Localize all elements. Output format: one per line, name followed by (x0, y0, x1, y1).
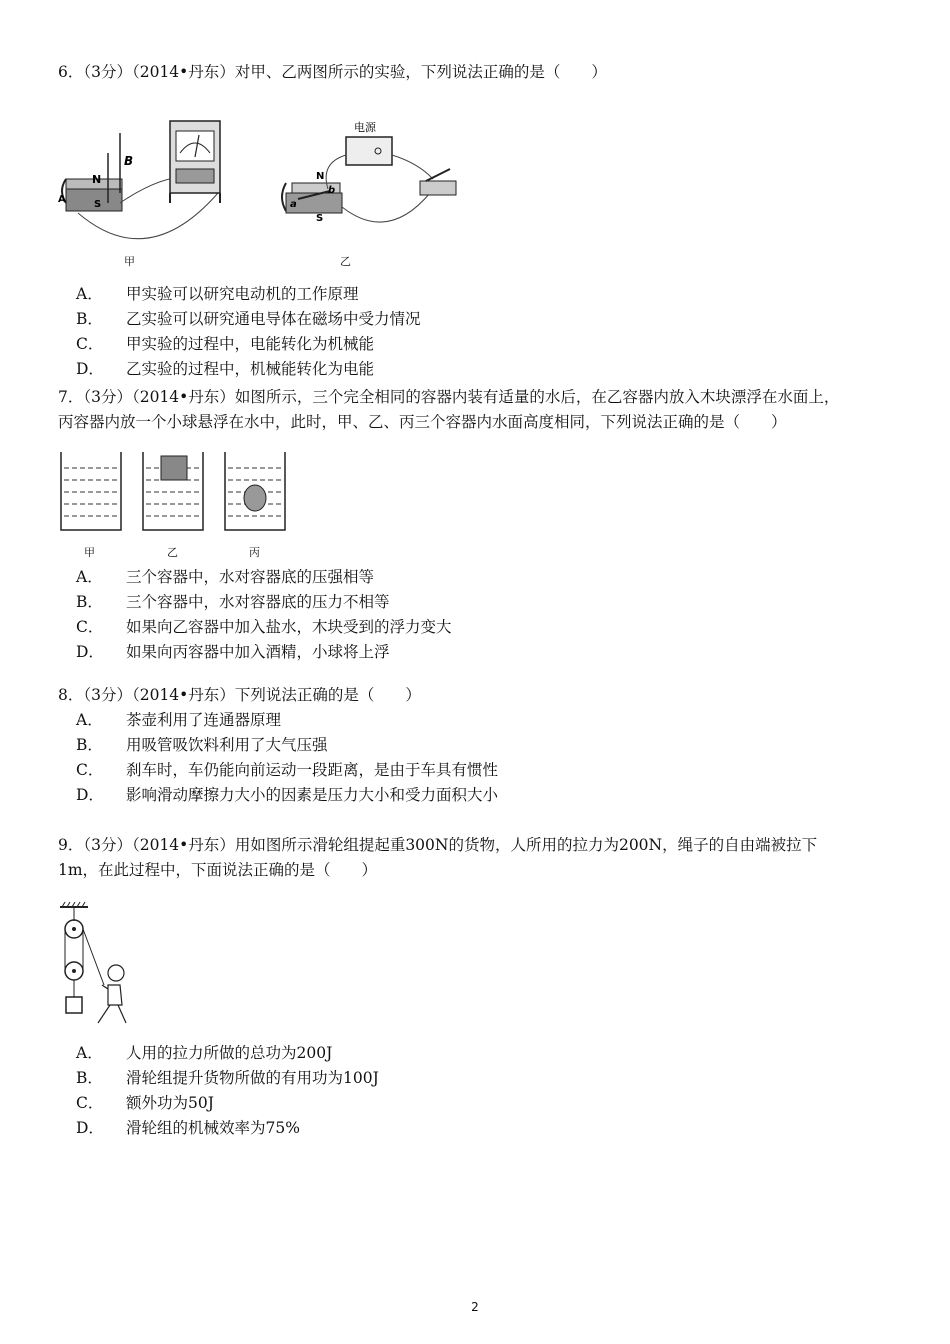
question-6-options (58, 282, 908, 382)
option-c[interactable]: C． 如果向乙容器中加入盐水，木块受到的浮力变大 (76, 618, 452, 636)
ceiling (60, 902, 88, 907)
option-b[interactable]: B． 滑轮组提升货物所做的有用功为100J (76, 1069, 379, 1087)
pulley-system-diagram (58, 901, 138, 1031)
label-b-jia: B (124, 154, 134, 168)
option-c[interactable]: C． 刹车时，车仍能向前运动一段距离，是由于车具有惯性 (76, 761, 499, 779)
label-b-yi: b (328, 185, 336, 196)
label-n-yi: N (316, 171, 325, 182)
galvanometer (170, 121, 220, 203)
label-a-jia: A (58, 194, 66, 205)
option-b[interactable]: B． 用吸管吸饮料利用了大气压强 (76, 736, 328, 754)
question-8 (58, 683, 908, 808)
option-b[interactable]: B． 三个容器中，水对容器底的压力不相等 (76, 593, 390, 611)
question-6-figure (58, 85, 908, 268)
label-a-yi: a (290, 199, 297, 210)
electromagnetic-experiment-diagram (58, 93, 478, 253)
question-8-stem: 8．（3分）（2014•丹东）下列说法正确的是（ ） (58, 686, 421, 704)
container-yi (143, 452, 203, 530)
label-power-supply: 电源 (354, 121, 376, 134)
question-6-stem: 6．（3分）（2014•丹东）对甲、乙两图所示的实验，下列说法正确的是（ ） (58, 63, 607, 81)
caption-jia: 甲 (124, 255, 135, 268)
three-containers-diagram (58, 450, 308, 540)
question-8-options (58, 708, 908, 808)
question-6 (58, 60, 908, 382)
option-b[interactable]: B． 乙实验可以研究通电导体在磁场中受力情况 (76, 310, 421, 328)
question-7-stem-line-1: 7．（3分）（2014•丹东）如图所示，三个完全相同的容器内装有适量的水后，在乙容器内放入木块漂浮在水面上， (58, 388, 840, 406)
cargo-box (66, 997, 82, 1013)
option-d[interactable]: D． 影响滑动摩擦力大小的因素是压力大小和受力面积大小 (76, 786, 499, 804)
option-a[interactable]: A． 甲实验可以研究电动机的工作原理 (76, 285, 359, 303)
question-7-stem-line-2: 丙容器内放一个小球悬浮在水中，此时，甲、乙、丙三个容器内水面高度相同，下列说法正确的是（ ） (58, 413, 787, 431)
wood-block (161, 456, 187, 480)
option-c[interactable]: C． 甲实验的过程中，电能转化为机械能 (76, 335, 375, 353)
question-9 (58, 833, 908, 1141)
question-9-stem-line-1: 9．（3分）（2014•丹东）用如图所示滑轮组提起重300N的货物，人所用的拉力为200N，绳子的自由端被拉下 (58, 836, 818, 854)
question-7 (58, 385, 908, 665)
option-a[interactable]: A． 人用的拉力所做的总功为200J (76, 1044, 333, 1062)
label-s-yi: S (316, 213, 324, 224)
question-7-options (58, 565, 908, 665)
question-9-options (58, 1041, 908, 1141)
option-d[interactable]: D． 如果向丙容器中加入酒精，小球将上浮 (76, 643, 390, 661)
small-ball (244, 485, 266, 511)
person-pulling (98, 965, 126, 1023)
question-9-stem-line-2: 1m，在此过程中，下面说法正确的是（ ） (58, 861, 378, 879)
option-a[interactable]: A． 三个容器中，水对容器底的压强相等 (76, 568, 375, 586)
label-n-jia: N (92, 173, 102, 186)
container-bing (225, 452, 285, 530)
power-supply (346, 120, 392, 165)
question-9-figure (58, 901, 908, 1041)
option-d[interactable]: D． 乙实验的过程中，机械能转化为电能 (76, 360, 375, 378)
caption-bing: 丙 (249, 546, 260, 559)
option-d[interactable]: D． 滑轮组的机械效率为75% (76, 1119, 300, 1137)
label-s-jia: S (94, 199, 102, 210)
question-7-figure (58, 450, 908, 565)
caption-yi: 乙 (340, 255, 351, 268)
caption-jia: 甲 (84, 546, 95, 559)
option-a[interactable]: A． 茶壶利用了连通器原理 (76, 711, 282, 729)
caption-yi: 乙 (167, 546, 178, 559)
page-number: 2 (471, 1300, 479, 1314)
switch (420, 169, 456, 195)
option-c[interactable]: C． 额外功为50J (76, 1094, 214, 1112)
container-jia (61, 452, 121, 530)
